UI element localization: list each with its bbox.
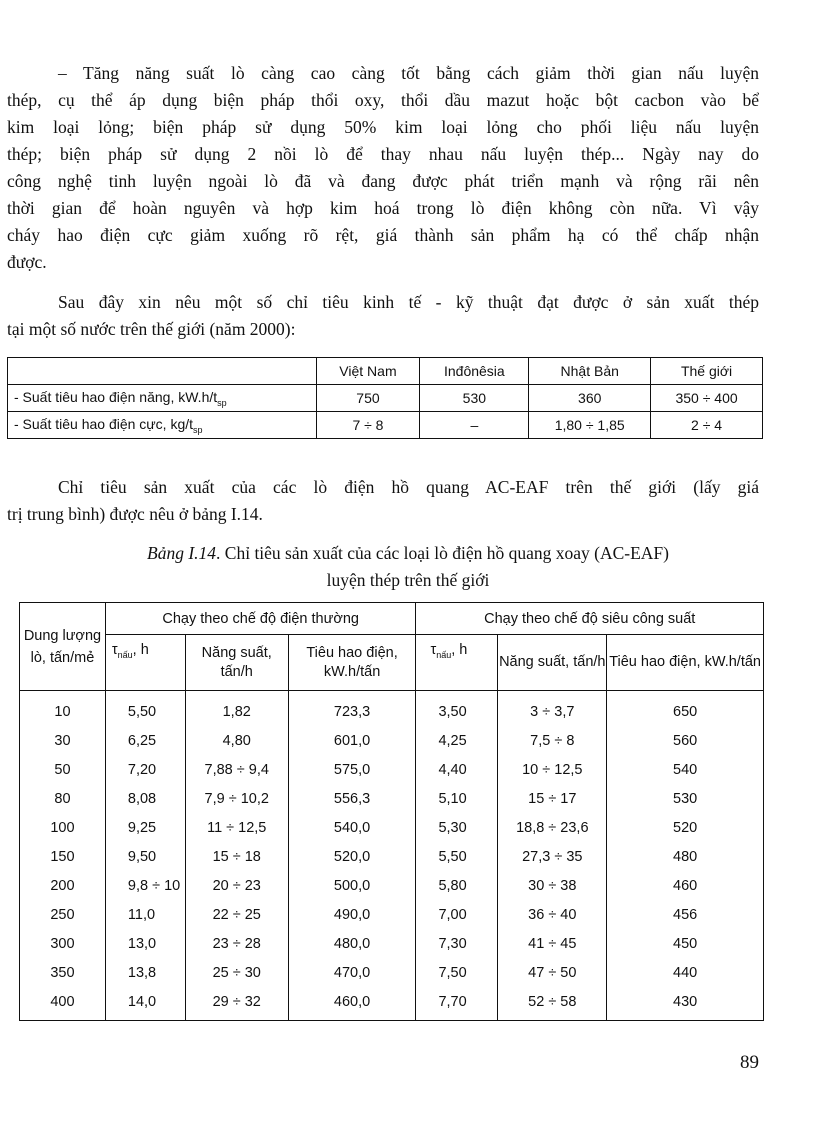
text-line: công nghệ tinh luyện ngoài lò đã và đang được phát triển mạnh và rộng rãi nên [7, 171, 759, 191]
consumption-cell: 540 [607, 755, 764, 784]
tau-subscript: nấu [117, 649, 133, 660]
consumption-cell: 500,0 [288, 871, 416, 900]
header-consumption: Tiêu hao điện, kW.h/tấn [288, 635, 416, 691]
productivity-cell: 18,8 ÷ 23,6 [498, 813, 607, 842]
text-line: thời gian để hoàn nguyên và hợp kim hoá trong lò điện không còn nữa. Vì vậy [7, 198, 759, 218]
capacity-cell: 50 [20, 755, 106, 784]
productivity-cell: 27,3 ÷ 35 [498, 842, 607, 871]
tau-symbol: τ [111, 642, 118, 658]
productivity-cell: 10 ÷ 12,5 [498, 755, 607, 784]
productivity-cell: 1,82 [185, 691, 288, 727]
table-cell: 2 ÷ 4 [651, 412, 763, 439]
table-row [20, 691, 764, 727]
melt-time-cell: 13,0 [105, 929, 185, 958]
tau-subscript: nấu [436, 649, 452, 660]
row-label-subscript: sp [217, 397, 227, 408]
capacity-cell: 100 [20, 813, 106, 842]
header-super-power-mode: Chạy theo chế độ siêu công suất [416, 603, 764, 635]
productivity-cell: 47 ÷ 50 [498, 958, 607, 987]
row-label-subscript: sp [193, 424, 203, 435]
header-consumption: Tiêu hao điện, kW.h/tấn [607, 635, 764, 691]
paragraph-indicators-intro [0, 289, 816, 343]
productivity-cell: 7,5 ÷ 8 [498, 726, 607, 755]
capacity-cell: 350 [20, 958, 106, 987]
table-caption-line2: luyện thép trên thế giới [326, 570, 490, 590]
table-cell: 360 [529, 385, 651, 412]
table-header-row [20, 603, 764, 635]
consumption-cell: 450 [607, 929, 764, 958]
text-line: thép, cụ thể áp dụng biện pháp thổi oxy, thổi dầu mazut hoặc bột cacbon vào bể [7, 90, 759, 110]
row-label [8, 412, 317, 439]
row-label-text: - Suất tiêu hao điện cực, kg/t [14, 415, 194, 432]
table-cell: 7 ÷ 8 [316, 412, 420, 439]
consumption-cell: 460 [607, 871, 764, 900]
table-row [20, 784, 764, 813]
melt-time-cell: 5,80 [416, 871, 498, 900]
text-line: tại một số nước trên thế giới (năm 2000): [7, 319, 296, 339]
ac-eaf-production-table [19, 602, 764, 1021]
consumption-cell: 575,0 [288, 755, 416, 784]
table-row [20, 929, 764, 958]
melt-time-cell: 5,50 [416, 842, 498, 871]
table-cell: 350 ÷ 400 [651, 385, 763, 412]
country-indicators-table [7, 357, 763, 439]
table-row [20, 987, 764, 1021]
productivity-cell: 25 ÷ 30 [185, 958, 288, 987]
consumption-cell: 650 [607, 691, 764, 727]
table-cell: 1,80 ÷ 1,85 [529, 412, 651, 439]
table-row [20, 900, 764, 929]
table-cell: – [420, 412, 529, 439]
productivity-cell: 20 ÷ 23 [185, 871, 288, 900]
melt-time-cell: 11,0 [105, 900, 185, 929]
melt-time-cell: 4,25 [416, 726, 498, 755]
header-vietnam: Việt Nam [316, 358, 420, 385]
melt-time-cell: 7,50 [416, 958, 498, 987]
caption-label: Bảng I.14 [147, 543, 217, 563]
melt-time-cell: 5,50 [105, 691, 185, 727]
melt-time-cell: 5,30 [416, 813, 498, 842]
productivity-cell: 36 ÷ 40 [498, 900, 607, 929]
capacity-cell: 10 [20, 691, 106, 727]
consumption-cell: 480 [607, 842, 764, 871]
table-row [20, 871, 764, 900]
table-row [20, 842, 764, 871]
productivity-cell: 7,9 ÷ 10,2 [185, 784, 288, 813]
capacity-cell: 400 [20, 987, 106, 1021]
capacity-cell: 250 [20, 900, 106, 929]
melt-time-cell: 4,40 [416, 755, 498, 784]
melt-time-cell: 3,50 [416, 691, 498, 727]
table-header-row [8, 358, 763, 385]
text-line: thép; biện pháp sử dụng 2 nồi lò để thay nhau nấu luyện thép... Ngày nay do [7, 144, 759, 164]
tau-symbol: τ [430, 642, 437, 658]
melt-time-cell: 7,70 [416, 987, 498, 1021]
consumption-cell: 530 [607, 784, 764, 813]
tau-unit: , h [132, 642, 149, 658]
consumption-cell: 601,0 [288, 726, 416, 755]
consumption-cell: 556,3 [288, 784, 416, 813]
productivity-cell: 11 ÷ 12,5 [185, 813, 288, 842]
header-indonesia: Inđônêsia [420, 358, 529, 385]
text-line: được. [7, 252, 47, 272]
consumption-cell: 540,0 [288, 813, 416, 842]
table-subheader-row [20, 635, 764, 691]
productivity-cell: 23 ÷ 28 [185, 929, 288, 958]
productivity-cell: 3 ÷ 3,7 [498, 691, 607, 727]
row-label [8, 385, 317, 412]
row-label-text: - Suất tiêu hao điện năng, kW.h/t [14, 388, 218, 405]
table-row [8, 385, 763, 412]
productivity-cell: 41 ÷ 45 [498, 929, 607, 958]
consumption-cell: 460,0 [288, 987, 416, 1021]
table-row [20, 726, 764, 755]
header-world: Thế giới [651, 358, 763, 385]
consumption-cell: 440 [607, 958, 764, 987]
melt-time-cell: 7,30 [416, 929, 498, 958]
melt-time-cell: 5,10 [416, 784, 498, 813]
paragraph-ac-eaf-intro [0, 474, 816, 528]
consumption-cell: 723,3 [288, 691, 416, 727]
table-row [20, 755, 764, 784]
productivity-cell: 4,80 [185, 726, 288, 755]
consumption-cell: 430 [607, 987, 764, 1021]
capacity-cell: 200 [20, 871, 106, 900]
consumption-cell: 480,0 [288, 929, 416, 958]
table-row [8, 412, 763, 439]
melt-time-cell: 13,8 [105, 958, 185, 987]
capacity-cell: 80 [20, 784, 106, 813]
text-line: Chỉ tiêu sản xuất của các lò điện hồ quang AC-EAF trên thế giới (lấy giá [58, 477, 759, 497]
table-row [20, 813, 764, 842]
header-melt-time [416, 635, 498, 691]
melt-time-cell: 6,25 [105, 726, 185, 755]
consumption-cell: 560 [607, 726, 764, 755]
productivity-cell: 15 ÷ 17 [498, 784, 607, 813]
text-line: kim loại lỏng; biện pháp sử dụng 50% kim loại lỏng cho phối liệu nấu luyện [7, 117, 759, 137]
header-capacity: Dung lượng lò, tấn/mẻ [20, 603, 106, 691]
capacity-cell: 30 [20, 726, 106, 755]
consumption-cell: 520,0 [288, 842, 416, 871]
header-melt-time [105, 635, 185, 691]
empty-header-cell [8, 358, 317, 385]
text-line: Sau đây xin nêu một số chỉ tiêu kinh tế - kỹ thuật đạt được ở sản xuất thép [58, 292, 759, 312]
productivity-cell: 52 ÷ 58 [498, 987, 607, 1021]
caption-text: . Chỉ tiêu sản xuất của các loại lò điện hồ quang xoay (AC-EAF) [216, 543, 669, 563]
table-cell: 750 [316, 385, 420, 412]
melt-time-cell: 7,00 [416, 900, 498, 929]
productivity-cell: 29 ÷ 32 [185, 987, 288, 1021]
melt-time-cell: 9,25 [105, 813, 185, 842]
header-normal-mode: Chạy theo chế độ điện thường [105, 603, 416, 635]
productivity-cell: 7,88 ÷ 9,4 [185, 755, 288, 784]
melt-time-cell: 7,20 [105, 755, 185, 784]
capacity-cell: 300 [20, 929, 106, 958]
text-line: cháy hao điện cực giảm xuống rõ rệt, giá thành sản phẩm hạ có thể chấp nhận [7, 225, 759, 245]
header-productivity: Năng suất, tấn/h [498, 635, 607, 691]
consumption-cell: 490,0 [288, 900, 416, 929]
consumption-cell: 470,0 [288, 958, 416, 987]
header-productivity: Năng suất, tấn/h [185, 635, 288, 691]
header-japan: Nhật Bản [529, 358, 651, 385]
productivity-cell: 30 ÷ 38 [498, 871, 607, 900]
melt-time-cell: 9,8 ÷ 10 [105, 871, 185, 900]
melt-time-cell: 14,0 [105, 987, 185, 1021]
tau-unit: , h [451, 642, 468, 658]
page-number: 89 [740, 1052, 759, 1073]
productivity-cell: 22 ÷ 25 [185, 900, 288, 929]
table-cell: 530 [420, 385, 529, 412]
table-caption [0, 543, 816, 564]
text-line: trị trung bình) được nêu ở bảng I.14. [7, 504, 263, 524]
table-row [20, 958, 764, 987]
melt-time-cell: 9,50 [105, 842, 185, 871]
paragraph-productivity [0, 60, 816, 276]
consumption-cell: 456 [607, 900, 764, 929]
melt-time-cell: 8,08 [105, 784, 185, 813]
text-line: – Tăng năng suất lò càng cao càng tốt bằng cách giảm thời gian nấu luyện [58, 63, 759, 83]
productivity-cell: 15 ÷ 18 [185, 842, 288, 871]
consumption-cell: 520 [607, 813, 764, 842]
capacity-cell: 150 [20, 842, 106, 871]
